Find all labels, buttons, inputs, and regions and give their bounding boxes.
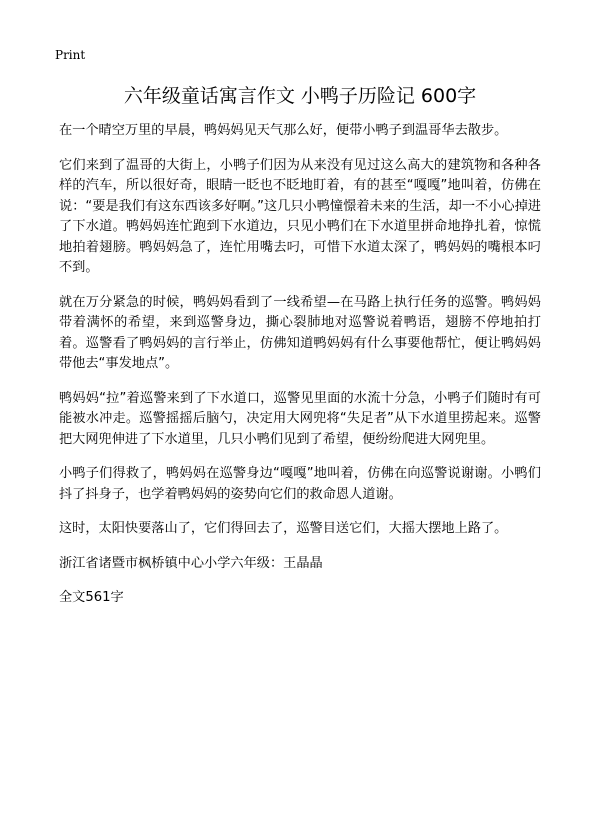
paragraph-2: 它们来到了温哥的大街上，小鸭子们因为从来没有见过这么高大的建筑物和各种各样的汽车，所以很好奇，眼睛一眨也不眨地盯着，有的甚至“嘎嘎”地叫着，仿佛在说：“要是我们有这东西该多好啊。”这几只小鸭憧憬着未来的生活，却一不小心掉进了下水道。鸭妈妈连忙跑到下水道边，只见小鸭们在下水道里拼命地挣扎着，惊慌地拍着翅膀。鸭妈妈急了，连忙用嘴去叼，可惜下水道太深了，鸭妈妈的嘴根本叼不到。 [59, 157, 541, 275]
print-link[interactable]: Print [55, 48, 86, 62]
paragraph-5: 小鸭子们得救了，鸭妈妈在巡警身边“嘎嘎”地叫着，仿佛在向巡警说谢谢。小鸭们抖了抖身子，也学着鸭妈妈的姿势向它们的救命恩人道谢。 [59, 466, 541, 502]
paragraph-6: 这时，太阳快要落山了，它们得回去了，巡警目送它们，大摇大摆地上路了。 [59, 521, 508, 536]
paragraph-1: 在一个晴空万里的早晨，鸭妈妈见天气那么好，便带小鸭子到温哥华去散步。 [59, 123, 508, 138]
paragraph-4: 鸭妈妈“拉”着巡警来到了下水道口，巡警见里面的水流十分急，小鸭子们随时有可能被水冲走。巡警摇摇后脑勺，决定用大网兜将“失足者”从下水道里捞起来。巡警把大网兜伸进了下水道里，几只小鸭们见到了希望，便纷纷爬进大网兜里。 [59, 390, 541, 447]
word-count: 全文561字 [59, 589, 124, 605]
author-school: 浙江省诸暨市枫桥镇中心小学六年级：王晶晶 [59, 555, 323, 571]
paragraph-3: 就在万分紧急的时候，鸭妈妈看到了一线希望—在马路上执行任务的巡警。鸭妈妈带着满怀的希望，来到巡警身边，撕心裂肺地对巡警说着鸭语，翅膀不停地拍打着。巡警看了鸭妈妈的言行举止，仿佛知道鸭妈妈有什么事要他帮忙，便让鸭妈妈带他去“事发地点”。 [59, 294, 541, 371]
article-title: 六年级童话寓言作文 小鸭子历险记 600字 [123, 85, 477, 107]
